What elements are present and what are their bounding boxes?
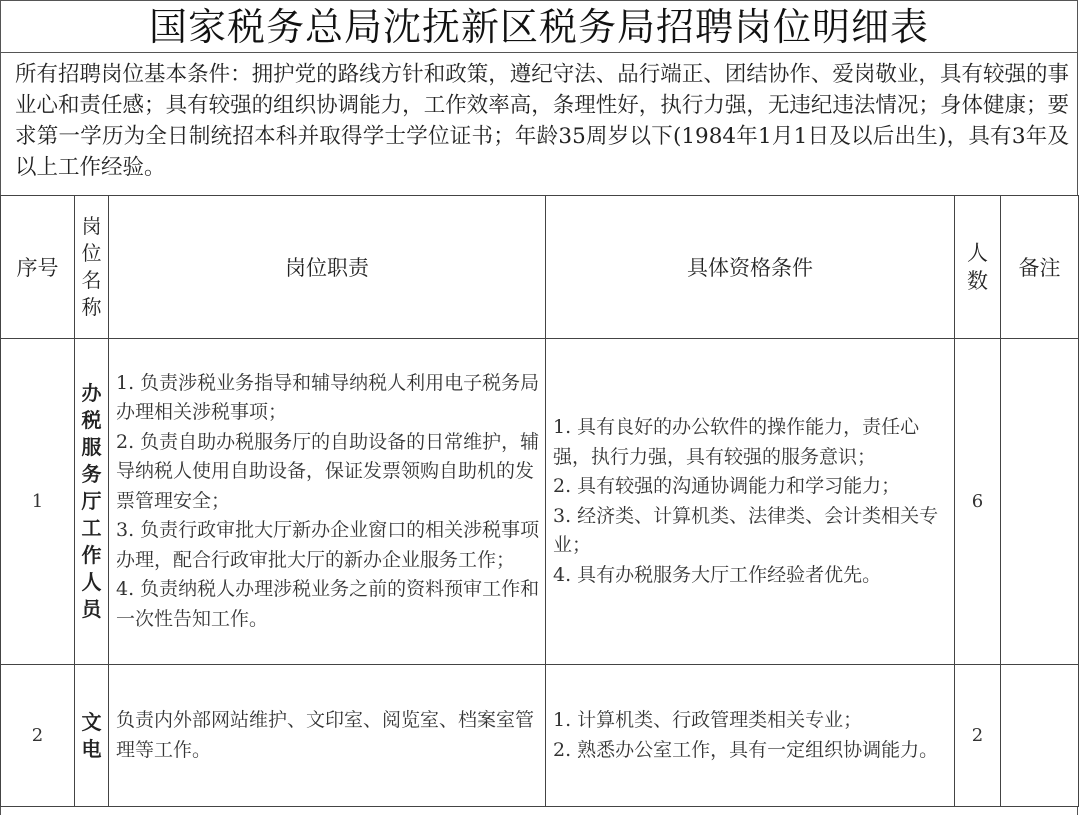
header-duties: 岗位职责 bbox=[109, 196, 546, 339]
position-char: 厅 bbox=[81, 489, 102, 513]
row-position-name bbox=[75, 339, 109, 665]
row-count: 2 bbox=[955, 665, 1001, 807]
header-position bbox=[75, 196, 109, 339]
position-char: 办 bbox=[81, 381, 102, 405]
header-count-char: 数 bbox=[967, 269, 988, 293]
header-count bbox=[955, 196, 1001, 339]
row-qualifications bbox=[546, 339, 955, 665]
row-count: 6 bbox=[955, 339, 1001, 665]
position-char: 务 bbox=[81, 462, 102, 486]
position-char: 作 bbox=[81, 543, 102, 567]
table-row bbox=[1, 339, 1079, 665]
qualifications-text: 1. 具有良好的办公软件的操作能力，责任心强，执行力强，具有较强的服务意识； 2. 具有较强的沟通协调能力和学习能力； 3. 经济类、计算机类、法律类、会计类相关专业； 4. 具有办税服务大厅工作经验者优先。 bbox=[553, 416, 939, 586]
position-char: 税 bbox=[81, 408, 102, 432]
table-row bbox=[1, 665, 1079, 807]
row-position-name bbox=[75, 665, 109, 807]
header-qualifications: 具体资格条件 bbox=[546, 196, 955, 339]
header-seq: 序号 bbox=[1, 196, 75, 339]
position-char: 电 bbox=[81, 736, 102, 761]
header-row bbox=[1, 196, 1079, 339]
duties-text: 负责内外部网站维护、文印室、阅览室、档案室管理等工作。 bbox=[116, 709, 535, 761]
row-qualifications bbox=[546, 665, 955, 807]
row-seq: 2 bbox=[1, 665, 75, 807]
row-remarks bbox=[1001, 339, 1079, 665]
position-char: 工 bbox=[81, 516, 102, 540]
position-char: 员 bbox=[81, 597, 102, 621]
row-seq: 1 bbox=[1, 339, 75, 665]
header-count-char: 人 bbox=[967, 241, 988, 265]
qualifications-text: 1. 计算机类、行政管理类相关专业； 2. 熟悉办公室工作，具有一定组织协调能力。 bbox=[553, 709, 939, 761]
row-remarks bbox=[1001, 665, 1079, 807]
row-duties bbox=[109, 665, 546, 807]
header-position-char: 称 bbox=[81, 295, 102, 319]
header-remarks: 备注 bbox=[1001, 196, 1079, 339]
header-position-char: 位 bbox=[81, 241, 102, 265]
basic-requirements: 所有招聘岗位基本条件：拥护党的路线方针和政策，遵纪守法、品行端正、团结协作、爱岗敬业，具有较强的事业心和责任感；具有较强的组织协调能力，工作效率高，条理性好，执行力强，无违纪违法情况；身体健康；要求第一学历为全日制统招本科并取得学士学位证书；年龄35周岁以下(1984年1月1日及以后出生)，具有3年及以上工作经验。 bbox=[0, 52, 1078, 196]
positions-table bbox=[0, 195, 1079, 807]
duties-text: 1. 负责涉税业务指导和辅导纳税人利用电子税务局办理相关涉税事项； 2. 负责自助办税服务厅的自助设备的日常维护，辅导纳税人使用自助设备，保证发票领购自助机的发票管理安全； 3. 负责行政审批大厅新办企业窗口的相关涉税事项办理，配合行政审批大厅的新办企业服务工作； 4. 负责纳税人办理涉税业务之前的资料预审工作和一次性告知工作。 bbox=[116, 371, 540, 630]
position-char: 服 bbox=[81, 435, 102, 459]
position-char: 文 bbox=[81, 709, 102, 734]
position-char: 人 bbox=[81, 570, 102, 594]
header-position-char: 名 bbox=[81, 268, 102, 292]
header-position-char: 岗 bbox=[81, 214, 102, 238]
page-title: 国家税务总局沈抚新区税务局招聘岗位明细表 bbox=[0, 0, 1078, 52]
row-duties bbox=[109, 339, 546, 665]
table-continuation bbox=[0, 807, 1078, 815]
